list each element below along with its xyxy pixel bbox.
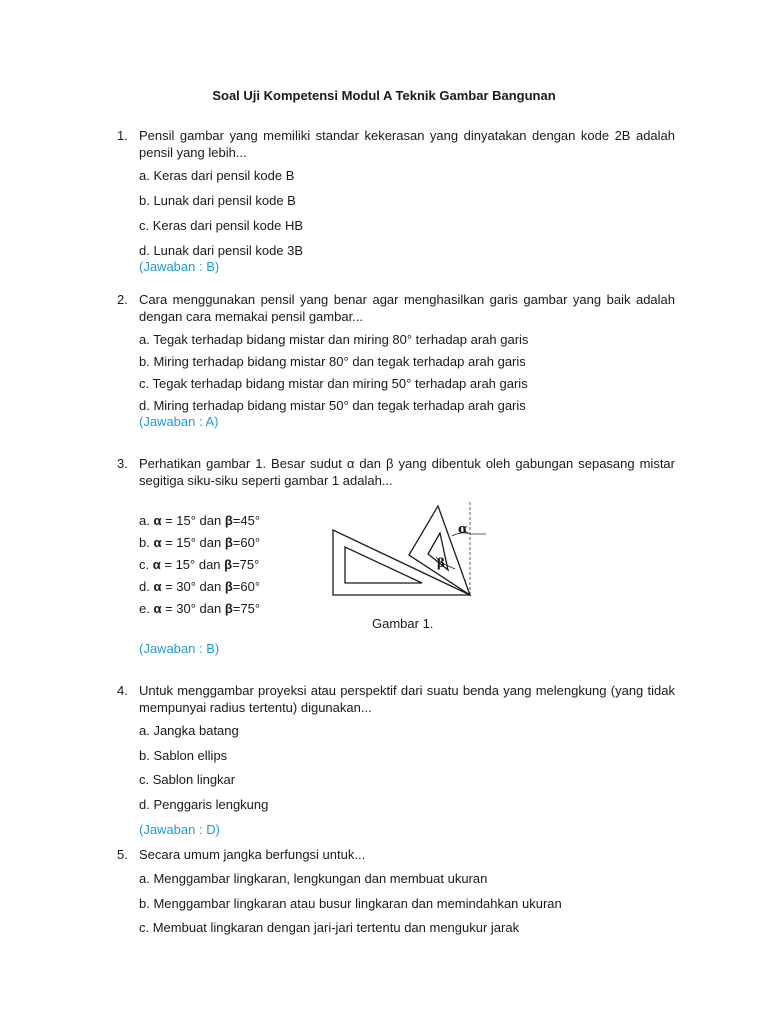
question-text: mempunyai radius tertentu) digunakan... (139, 700, 372, 715)
page-title: Soal Uji Kompetensi Modul A Teknik Gambar Bangunan (212, 88, 556, 103)
answer-option: b. Menggambar lingkaran atau busur lingkaran dan memindahkan ukuran (139, 896, 562, 911)
question-text: pensil yang lebih... (139, 145, 247, 160)
answer-option: c. Keras dari pensil kode HB (139, 218, 304, 233)
question-text: dengan cara memakai pensil gambar... (139, 309, 364, 324)
question-number: 1. (117, 128, 128, 143)
answer-option: d. α = 30° dan β=60° (139, 579, 261, 594)
answer-option: a. Keras dari pensil kode B (139, 168, 295, 183)
question-text: Secara umum jangka berfungsi untuk... (139, 847, 366, 862)
question-text: Cara menggunakan pensil yang benar agar menghasilkan garis gambar yang baik adalah (139, 292, 675, 307)
answer-option: d. Miring terhadap bidang mistar 50° dan tegak terhadap arah garis (139, 398, 526, 413)
answer-key: (Jawaban : A) (139, 414, 219, 429)
answer-option: b. Miring terhadap bidang mistar 80° dan tegak terhadap arah garis (139, 354, 526, 369)
answer-key: (Jawaban : B) (139, 259, 220, 274)
question-text: segitiga siku-siku seperti gambar 1 adalah... (139, 473, 393, 488)
figure-caption: Gambar 1. (372, 616, 434, 631)
answer-option: c. α = 15° dan β=75° (139, 557, 260, 572)
question-number: 5. (117, 847, 128, 862)
question-text: Perhatikan gambar 1. Besar sudut α dan β yang dibentuk oleh gabungan sepasang mistar (139, 456, 675, 471)
alpha-label: α (458, 522, 469, 537)
question-text: Untuk menggambar proyeksi atau perspektif dari suatu benda yang melengkung (yang tidak (139, 683, 675, 698)
answer-option: b. Sablon ellips (139, 748, 228, 763)
answer-option: a. α = 15° dan β=45° (139, 513, 261, 528)
answer-option: d. Penggaris lengkung (139, 797, 269, 812)
question-number: 3. (117, 456, 128, 471)
beta-label: β (437, 556, 445, 570)
answer-option: e. α = 30° dan β=75° (139, 601, 261, 616)
set-square-figure (330, 500, 490, 604)
answer-key: (Jawaban : D) (139, 822, 220, 837)
answer-option: c. Tegak terhadap bidang mistar dan miring 50° terhadap arah garis (139, 376, 528, 391)
answer-option: a. Menggambar lingkaran, lengkungan dan membuat ukuran (139, 871, 488, 886)
question-text: Pensil gambar yang memiliki standar kekerasan yang dinyatakan dengan kode 2B adalah (139, 128, 675, 143)
answer-option: b. α = 15° dan β=60° (139, 535, 261, 550)
answer-option: c. Membuat lingkaran dengan jari-jari tertentu dan mengukur jarak (139, 920, 520, 935)
answer-key: (Jawaban : B) (139, 641, 220, 656)
answer-option: a. Jangka batang (139, 723, 239, 738)
answer-option: c. Sablon lingkar (139, 772, 236, 787)
answer-option: b. Lunak dari pensil kode B (139, 193, 296, 208)
answer-option: a. Tegak terhadap bidang mistar dan miring 80° terhadap arah garis (139, 332, 529, 347)
answer-option: d. Lunak dari pensil kode 3B (139, 243, 304, 258)
question-number: 4. (117, 683, 128, 698)
question-number: 2. (117, 292, 128, 307)
